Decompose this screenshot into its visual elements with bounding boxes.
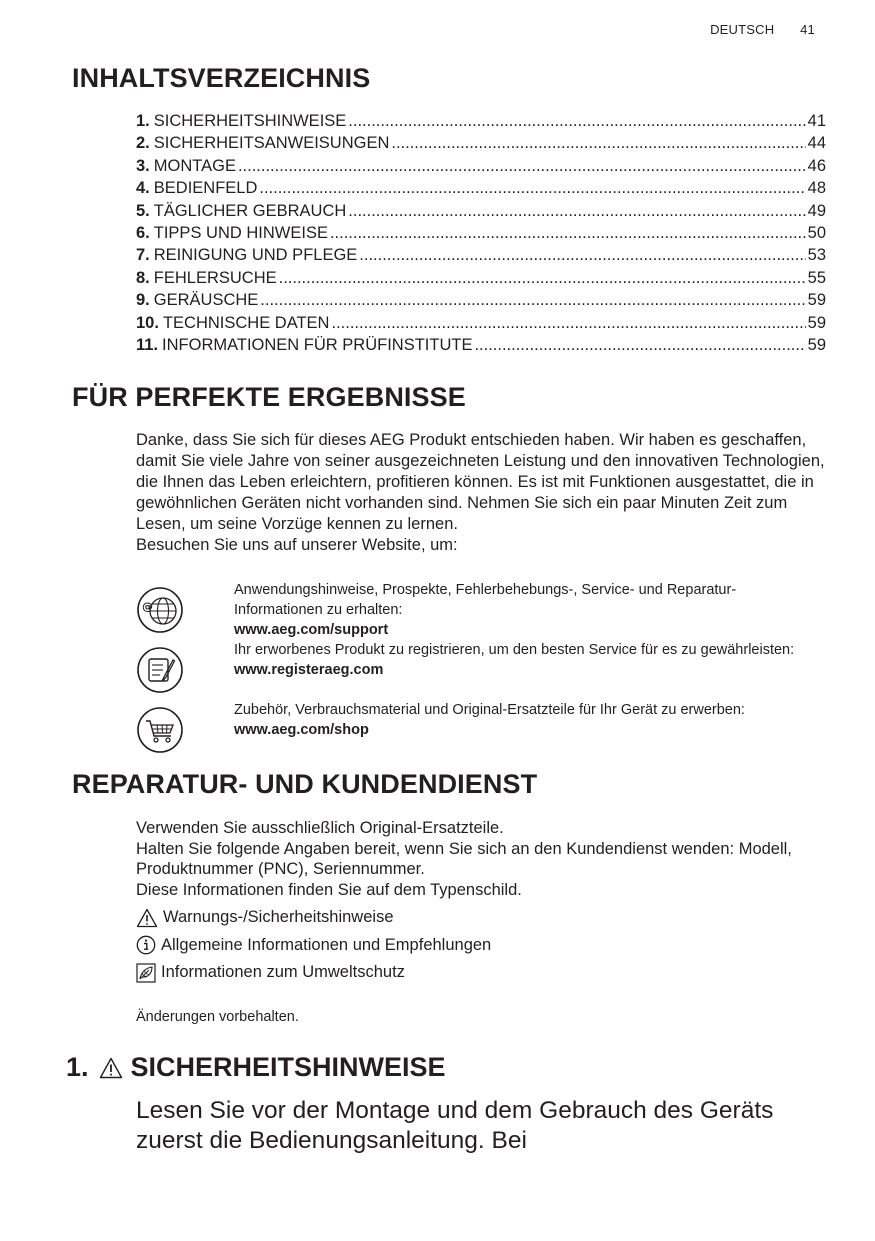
toc-entry[interactable] — [136, 222, 826, 244]
symbol-legend — [136, 904, 736, 987]
legend-label: Allgemeine Informationen und Empfehlungen — [161, 935, 492, 954]
toc-entry-page: 53 — [807, 246, 826, 265]
toc-title: INHALTSVERZEICHNIS — [72, 63, 371, 93]
changes-notice: Änderungen vorbehalten. — [136, 1009, 299, 1025]
link-description: Zubehör, Verbrauchsmaterial und Original-Ersatzteile für Ihr Gerät zu erwerben: — [234, 702, 745, 718]
toc-entry-title: TIPPS UND HINWEISE — [153, 223, 328, 242]
toc-entry-page: 55 — [807, 268, 826, 287]
website-links — [136, 580, 826, 760]
toc-leader-dots — [331, 312, 805, 334]
toc-entry-number: 1. — [136, 112, 150, 130]
register-link[interactable]: www.registeraeg.com — [234, 662, 384, 678]
toc-entry-page: 50 — [807, 223, 826, 242]
toc-entry-page: 46 — [807, 156, 826, 175]
link-description: Ihr erworbenes Produkt zu registrieren, um den besten Service für es zu gewährleisten: — [234, 642, 795, 658]
safety-title: SICHERHEITSHINWEISE — [130, 1052, 446, 1082]
info-icon — [136, 935, 156, 955]
leaf-icon — [136, 963, 156, 983]
toc-entry-page: 49 — [807, 201, 826, 220]
svg-text:@: @ — [142, 600, 153, 613]
safety-heading — [66, 1052, 446, 1083]
warning-triangle-icon — [99, 1057, 123, 1079]
service-line-3: Diese Informationen finden Sie auf dem Typenschild. — [136, 880, 522, 899]
shop-link[interactable]: www.aeg.com/shop — [234, 722, 369, 738]
toc-entry[interactable] — [136, 177, 826, 199]
toc-entry-page: 41 — [807, 112, 826, 130]
toc-leader-dots — [279, 267, 806, 289]
toc-leader-dots — [474, 334, 805, 356]
toc-entry-title: MONTAGE — [153, 156, 236, 175]
results-intro: Danke, dass Sie sich für dieses AEG Produkt entschieden haben. Wir haben es geschaffen, damit Sie viele Jahre von seiner ausgezeichneten Leistung und den innovativen Technologien, die Ihnen das Leben erleichtern, profitieren können. Es ist mit Funktionen ausgestattet, die in gewöhnlichen Geräten nicht vorhanden sind. Nehmen Sie sich ein paar Minuten Zeit zum Lesen, um seine Vorzüge kennen zu lernen. — [136, 431, 825, 533]
link-item-shop — [136, 700, 826, 760]
table-of-contents — [136, 110, 826, 356]
toc-entry-page: 48 — [807, 179, 826, 198]
service-line-1: Verwenden Sie ausschließlich Original-Ersatzteile. — [136, 819, 504, 837]
toc-leader-dots — [260, 289, 805, 311]
toc-leader-dots — [359, 244, 805, 266]
safety-intro: Lesen Sie vor der Montage und dem Gebrauch des Geräts zuerst die Bedienungsanleitung. Bei — [136, 1097, 774, 1154]
toc-entry-page: 44 — [807, 134, 826, 153]
toc-leader-dots — [238, 155, 806, 177]
register-notepad-icon — [136, 646, 184, 694]
toc-entry-number: 10. — [136, 313, 159, 332]
toc-entry-title: SICHERHEITSHINWEISE — [153, 112, 347, 130]
legend-item-environment — [136, 959, 736, 987]
toc-entry[interactable] — [136, 334, 826, 356]
link-item-support — [136, 580, 826, 640]
toc-entry-title: FEHLERSUCHE — [153, 268, 277, 287]
legend-label: Informationen zum Umweltschutz — [161, 963, 405, 982]
legend-item-info — [136, 932, 736, 960]
toc-entry[interactable] — [136, 312, 826, 334]
toc-leader-dots — [330, 222, 806, 244]
legend-item-warning — [136, 904, 736, 932]
toc-entry-title: REINIGUNG UND PFLEGE — [153, 246, 358, 265]
results-visit: Besuchen Sie uns auf unserer Website, um: — [136, 536, 458, 554]
toc-entry-title: TÄGLICHER GEBRAUCH — [153, 201, 347, 220]
results-section — [136, 430, 826, 556]
legend-label: Warnungs-/Sicherheitshinweise — [163, 908, 394, 927]
toc-entry-page: 59 — [807, 335, 826, 354]
toc-entry-number: 6. — [136, 223, 150, 242]
support-link[interactable]: www.aeg.com/support — [234, 622, 389, 638]
results-title: FÜR PERFEKTE ERGEBNISSE — [72, 382, 466, 412]
toc-leader-dots — [259, 177, 805, 199]
toc-entry[interactable] — [136, 267, 826, 289]
toc-leader-dots — [348, 110, 805, 132]
toc-entry-number: 5. — [136, 201, 150, 220]
toc-entry[interactable] — [136, 200, 826, 222]
link-item-register — [136, 640, 826, 700]
safety-number: 1. — [66, 1052, 89, 1082]
toc-leader-dots — [348, 200, 805, 222]
toc-entry-title: BEDIENFELD — [153, 179, 258, 198]
toc-entry[interactable] — [136, 244, 826, 266]
toc-entry-title: GERÄUSCHE — [153, 291, 259, 310]
toc-entry[interactable] — [136, 155, 826, 177]
service-line-2: Halten Sie folgende Angaben bereit, wenn Sie sich an den Kundendienst wenden: Modell, Produktnummer (PNC), Seriennummer. — [136, 839, 792, 878]
toc-entry[interactable] — [136, 289, 826, 311]
service-section — [136, 818, 826, 900]
toc-entry-page: 59 — [807, 313, 826, 332]
warning-triangle-icon — [136, 908, 158, 928]
globe-at-icon — [136, 586, 184, 634]
toc-entry-title: INFORMATIONEN FÜR PRÜFINSTITUTE — [162, 335, 473, 354]
toc-entry[interactable] — [136, 132, 826, 154]
toc-leader-dots — [391, 132, 805, 154]
toc-entry[interactable] — [136, 110, 826, 132]
toc-entry-number: 4. — [136, 179, 150, 198]
toc-entry-title: TECHNISCHE DATEN — [162, 313, 330, 332]
toc-entry-number: 7. — [136, 246, 150, 265]
toc-entry-number: 2. — [136, 134, 150, 153]
link-description: Anwendungshinweise, Prospekte, Fehlerbehebungs-, Service- und Reparatur-Informationen zu erhalten: — [234, 582, 737, 618]
toc-entry-page: 59 — [807, 291, 826, 310]
page-header — [710, 22, 815, 37]
toc-entry-title: SICHERHEITSANWEISUNGEN — [153, 134, 390, 153]
page-number: 41 — [800, 22, 815, 37]
toc-entry-number: 11. — [136, 335, 159, 354]
language-label: DEUTSCH — [710, 22, 775, 37]
service-title: REPARATUR- UND KUNDENDIENST — [72, 769, 538, 799]
shopping-cart-icon — [136, 706, 184, 754]
toc-entry-number: 8. — [136, 268, 150, 287]
toc-entry-number: 9. — [136, 291, 150, 310]
toc-entry-number: 3. — [136, 156, 150, 175]
